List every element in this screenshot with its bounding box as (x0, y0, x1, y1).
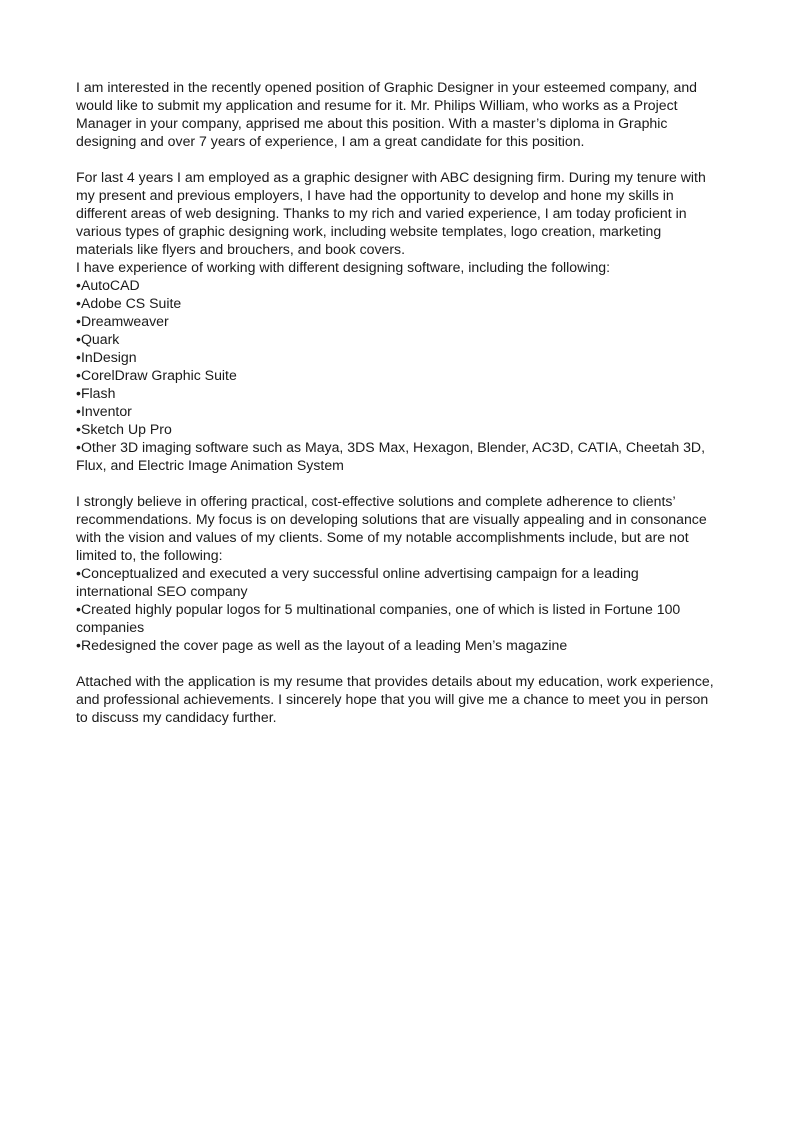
bullet-icon: • (76, 637, 81, 653)
list-item (76, 384, 716, 402)
list-item (76, 276, 716, 294)
list-item (76, 348, 716, 366)
list-item (76, 402, 716, 420)
list-item-text: Other 3D imaging software such as Maya, 3DS Max, Hexagon, Blender, AC3D, CATIA, Cheetah 3D, Flux, and Electric Image Animation System (76, 439, 706, 473)
list-item-text: AutoCAD (80, 277, 140, 293)
list-item (76, 366, 716, 384)
list-item-text: InDesign (80, 349, 137, 365)
paragraph-spacer (76, 474, 716, 492)
list-item (76, 636, 716, 654)
list-item (76, 294, 716, 312)
bullet-icon: • (76, 601, 81, 617)
list-item (76, 330, 716, 348)
paragraph-spacer (76, 654, 716, 672)
bullet-icon: • (76, 277, 81, 293)
list-item (76, 564, 716, 600)
bullet-icon: • (76, 349, 81, 365)
software-intro: I have experience of working with different designing software, including the following: (76, 259, 611, 275)
list-item (76, 600, 716, 636)
list-item (76, 420, 716, 438)
list-item-text: CorelDraw Graphic Suite (80, 367, 237, 383)
list-item-text: Redesigned the cover page as well as the layout of a leading Men’s magazine (80, 637, 568, 653)
bullet-icon: • (76, 295, 81, 311)
cover-letter-body (76, 78, 716, 726)
list-item-text: Quark (80, 331, 120, 347)
software-list (76, 276, 716, 474)
philosophy-paragraph: I strongly believe in offering practical, cost-effective solutions and complete adherence to clients’ recommendations. My focus is on developing solutions that are visually appealing and in consonance with the vision and values of my clients. Some of my notable accomplishments include, but are not limited to, the following: (76, 493, 707, 563)
accomplishments-list (76, 564, 716, 654)
list-item-text: Inventor (80, 403, 132, 419)
paragraph-spacer (76, 150, 716, 168)
bullet-icon: • (76, 439, 81, 455)
list-item-text: Conceptualized and executed a very successful online advertising campaign for a leading international SEO company (76, 565, 639, 599)
bullet-icon: • (76, 421, 81, 437)
list-item-text: Adobe CS Suite (80, 295, 182, 311)
list-item-text: Created highly popular logos for 5 multinational companies, one of which is listed in Fortune 100 companies (76, 601, 681, 635)
bullet-icon: • (76, 313, 81, 329)
bullet-icon: • (76, 565, 81, 581)
bullet-icon: • (76, 367, 81, 383)
list-item (76, 438, 716, 474)
experience-paragraph: For last 4 years I am employed as a graphic designer with ABC designing firm. During my tenure with my present and previous employers, I have had the opportunity to develop and hone my skills in different areas of web designing. Thanks to my rich and varied experience, I am today proficient in various types of graphic designing work, including website templates, logo creation, marketing materials like flyers and brouchers, and book covers. (76, 169, 706, 257)
list-item (76, 312, 716, 330)
intro-paragraph: I am interested in the recently opened position of Graphic Designer in your esteemed company, and would like to submit my application and resume for it. Mr. Philips William, who works as a Project Manager in your company, apprised me about this position. With a master’s diploma in Graphic designing and over 7 years of experience, I am a great candidate for this position. (76, 79, 697, 149)
list-item-text: Dreamweaver (80, 313, 169, 329)
bullet-icon: • (76, 385, 81, 401)
bullet-icon: • (76, 331, 81, 347)
list-item-text: Sketch Up Pro (80, 421, 172, 437)
bullet-icon: • (76, 403, 81, 419)
closing-paragraph: Attached with the application is my resume that provides details about my education, work experience, and professional achievements. I sincerely hope that you will give me a chance to meet you in person to discuss my candidacy further. (76, 673, 714, 725)
list-item-text: Flash (80, 385, 116, 401)
